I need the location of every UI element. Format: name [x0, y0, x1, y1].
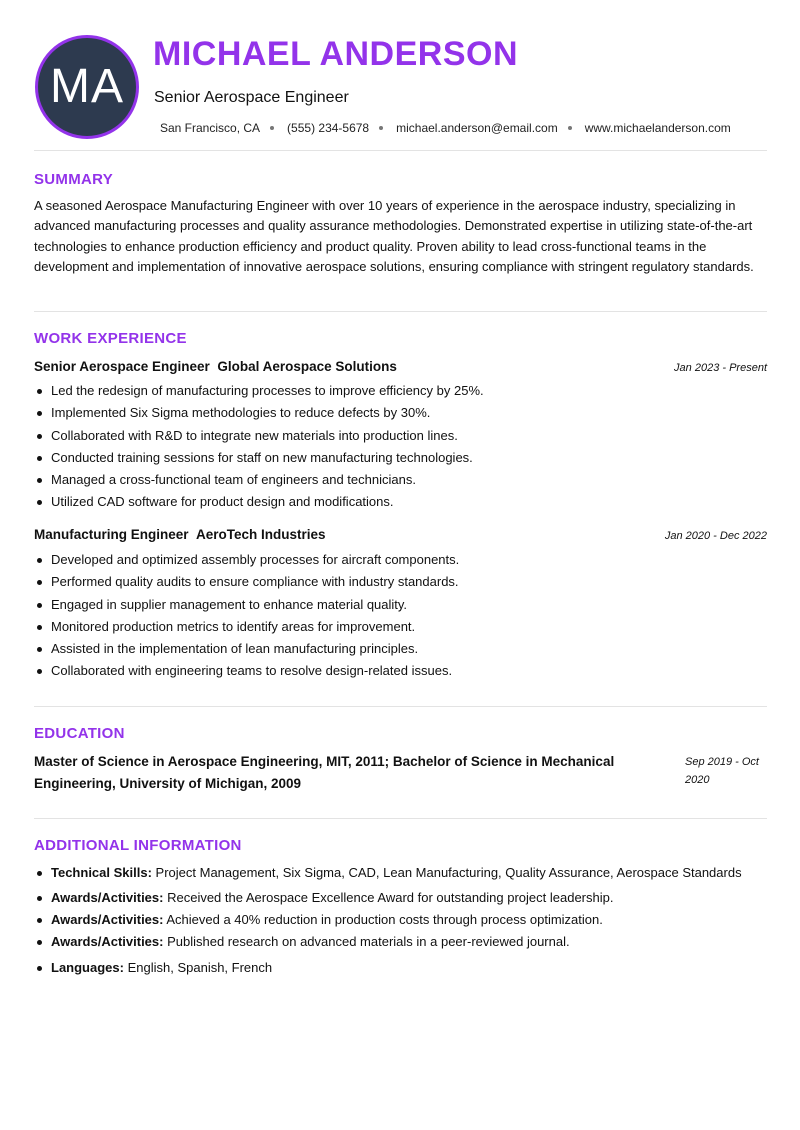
summary-text: A seasoned Aerospace Manufacturing Engineer with over 10 years of experience in the aerospace industry, specializing in advanced manufacturing processes and quality assurance methodologies. Demonstrated expertise in utilizing state-of-the-art technologies to enhance production efficiency and product quality. Proven ability to lead cross-functional teams in the development and implementation of innovative aerospace solutions, ensuring compliance with stringent regulatory standards. [34, 198, 754, 275]
list-item: Engaged in supplier management to enhance material quality. [34, 594, 459, 616]
separator-dot-icon [270, 126, 274, 130]
work-experience-heading: WORK EXPERIENCE [34, 330, 187, 347]
education-degree: Master of Science in Aerospace Engineering, MIT, 2011; Bachelor of Science in Mechanical Engineering, University of Michigan, 2009 [34, 754, 615, 791]
list-item [34, 931, 742, 953]
additional-info-heading: ADDITIONAL INFORMATION [34, 837, 242, 854]
item-label: Awards/Activities: [51, 890, 164, 905]
list-item: Led the redesign of manufacturing processes to improve efficiency by 25%. [34, 380, 484, 402]
contact-email[interactable]: michael.anderson@email.com [396, 121, 558, 135]
education-dates: Sep 2019 - Oct 2020 [685, 756, 759, 786]
item-text: Published research on advanced materials in a peer-reviewed journal. [167, 934, 570, 949]
list-item: Utilized CAD software for product design and modifications. [34, 491, 484, 513]
job-role-company: Manufacturing Engineer AeroTech Industries [34, 527, 326, 542]
list-item: Performed quality audits to ensure compliance with industry standards. [34, 571, 459, 593]
avatar [35, 35, 139, 139]
job-header [34, 359, 767, 374]
avatar-initials: MA [50, 60, 124, 113]
job-bullets [34, 380, 484, 514]
list-item [34, 909, 742, 931]
contact-website[interactable]: www.michaelanderson.com [584, 121, 731, 135]
summary-heading: SUMMARY [34, 171, 114, 188]
list-item: Assisted in the implementation of lean manufacturing principles. [34, 638, 459, 660]
divider [34, 311, 767, 312]
item-label: Languages: [51, 960, 124, 975]
contact-phone: (555) 234-5678 [287, 121, 370, 135]
divider [34, 818, 767, 819]
item-text: Achieved a 40% reduction in production costs through process optimization. [166, 912, 603, 927]
divider [34, 150, 767, 151]
list-item: Monitored production metrics to identify areas for improvement. [34, 616, 459, 638]
item-label: Technical Skills: [51, 865, 152, 880]
list-item: Conducted training sessions for staff on new manufacturing technologies. [34, 447, 484, 469]
education-heading: EDUCATION [34, 725, 125, 742]
separator-dot-icon [568, 126, 572, 130]
item-text: Received the Aerospace Excellence Award for outstanding project leadership. [167, 890, 614, 905]
job-dates: Jan 2023 - Present [674, 362, 767, 374]
candidate-title: Senior Aerospace Engineer [154, 89, 349, 106]
list-item: Collaborated with engineering teams to resolve design-related issues. [34, 660, 459, 682]
item-text: Project Management, Six Sigma, CAD, Lean Manufacturing, Quality Assurance, Aerospace Standards [155, 865, 742, 880]
contact-bar [160, 121, 731, 135]
divider [34, 706, 767, 707]
list-item [34, 862, 742, 884]
candidate-name: MICHAEL ANDERSON [153, 35, 519, 73]
list-item: Implemented Six Sigma methodologies to reduce defects by 30%. [34, 402, 484, 424]
contact-location: San Francisco, CA [160, 121, 261, 135]
item-label: Awards/Activities: [51, 912, 164, 927]
job-role-company: Senior Aerospace Engineer Global Aerospace Solutions [34, 359, 397, 374]
job-dates: Jan 2020 - Dec 2022 [664, 530, 767, 542]
list-item: Managed a cross-functional team of engineers and technicians. [34, 469, 484, 491]
list-item: Collaborated with R&D to integrate new materials into production lines. [34, 425, 484, 447]
job-header [34, 527, 767, 542]
separator-dot-icon [379, 126, 383, 130]
list-item [34, 887, 742, 909]
list-item: Developed and optimized assembly processes for aircraft components. [34, 549, 459, 571]
job-bullets [34, 549, 459, 683]
list-item [34, 957, 742, 979]
additional-info-list [34, 862, 742, 979]
item-label: Awards/Activities: [51, 934, 164, 949]
item-text: English, Spanish, French [127, 960, 273, 975]
